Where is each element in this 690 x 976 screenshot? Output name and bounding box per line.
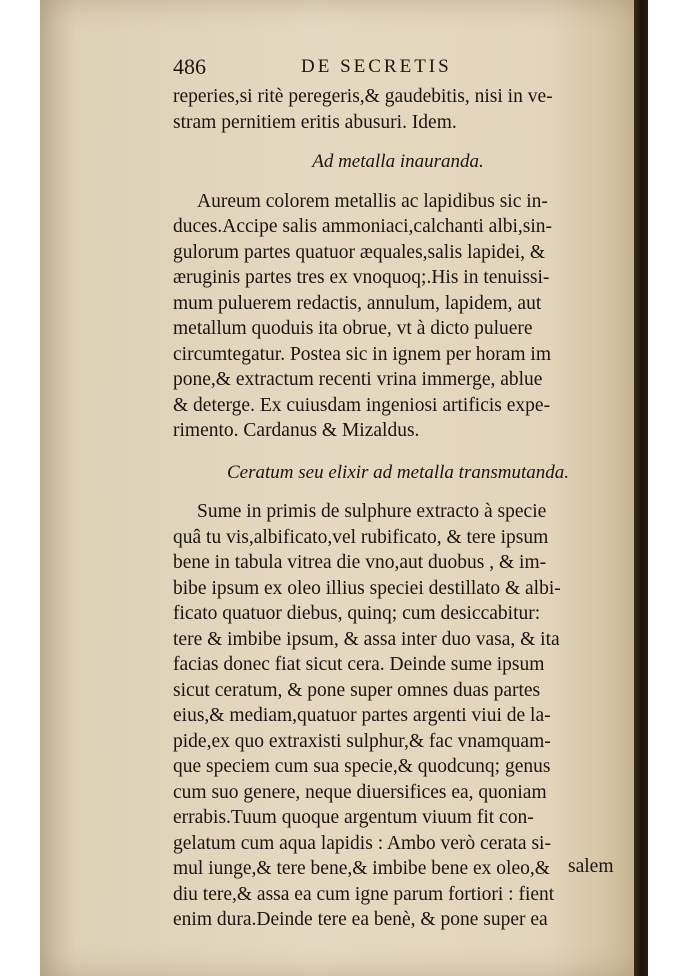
section-body-inauranda [173,189,623,444]
text-line: eius,& mediam,quatuor partes argenti viui de la- [173,705,551,726]
text-line: rimento. Cardanus & Mizaldus. [173,420,420,441]
catchword: salem [568,856,614,877]
text-line: circumtegatur. Postea sic in ignem per horam im [173,343,551,365]
text-line: mul iunge,& tere bene,& imbibe bene ex oleo,& [173,858,550,879]
text-line: pone,& extractum recenti vrina immerge, ablue [173,369,543,390]
paragraph-continuation [173,84,623,135]
page-number: 486 [173,54,206,79]
text-line: pide,ex quo extraxisti sulphur,& fac vnamquam- [173,730,551,752]
text-line: gulorum partes quatuor æquales,salis lapidei, & [173,241,546,263]
text-line: reperies,si ritè peregeris,& gaudebitis, nisi in ve- [173,86,553,107]
scan-margin-right [648,0,690,976]
text-line: bibe ipsum ex oleo illius speciei destillato & albi- [173,577,561,599]
text-line: stram pernitiem eritis abusuri. Idem. [173,111,457,133]
text-line: tere & imbibe ipsum, & assa inter duo vasa, & ita [173,628,560,650]
text-line: æruginis partes tres ex vnoquoq;.His in tenuissi- [173,267,550,288]
running-title: DE SECRETIS [301,56,452,77]
text-line: diu tere,& assa ea cum igne parum fortiori : fient [173,883,555,905]
text-line: gelatum cum aqua lapidis : Ambo verò cerata si- [173,832,551,854]
section-heading-ceratum: Ceratum seu elixir ad metalla transmutanda. [227,461,569,483]
text-line: ficato quatuor diebus, quinq; cum desiccabitur: [173,603,541,624]
text-line: errabis.Tuum quoque argentum viuum fit con- [173,807,534,828]
text-line: facias donec fiat sicut cera. Deinde sume ipsum [173,654,545,675]
text-line: que speciem cum sua specie,& quodcunq; genus [173,756,551,777]
text-line: enim dura.Deinde tere ea benè, & pone super ea [173,909,548,930]
text-line: mum puluerem redactis, annulum, lapidem, aut [173,292,542,314]
section-body-ceratum [173,499,623,933]
section-heading-inauranda: Ad metalla inauranda. [312,151,484,172]
text-line: metallum quoduis ita obrue, vt à dicto puluere [173,318,533,339]
text-line: bene in tabula vitrea die vno,aut duobus , & im- [173,552,547,573]
text-line: sicut ceratum, & pone super omnes duas partes [173,679,541,701]
scan-margin-left [0,0,40,976]
page-text [173,84,623,933]
text-line: cum suo genere, neque diuersifices ea, quoniam [173,781,547,803]
book-gutter [634,0,648,976]
text-line: & deterge. Ex cuiusdam ingeniosi artificis expe- [173,394,551,416]
text-line: Aureum colorem metallis ac lapidibus sic in- [197,190,548,212]
text-line: Sume in primis de sulphure extracto à specie [197,501,547,522]
text-line: duces.Accipe salis ammoniaci,calchanti albi,sin- [173,216,553,237]
text-line: quâ tu vis,albificato,vel rubificato, & tere ipsum [173,526,549,548]
running-header [173,54,533,82]
